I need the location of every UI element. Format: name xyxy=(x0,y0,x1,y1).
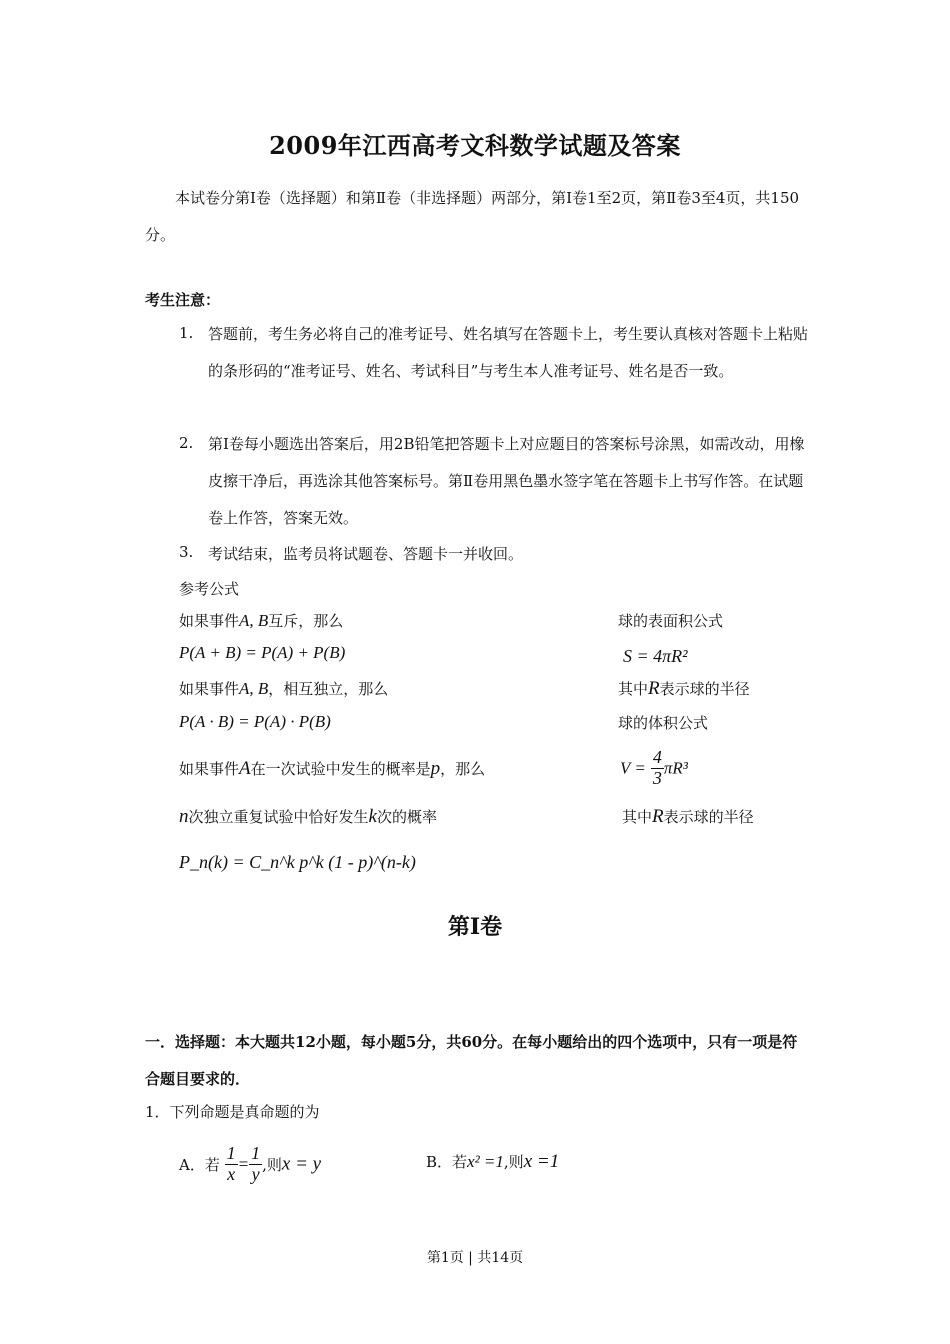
formula-addition: P(A + B) = P(A) + P(B) xyxy=(179,643,346,662)
formula-binomial: P_n(k) = C_n^k p^k (1 - p)^(n-k) xyxy=(179,852,416,872)
notice-heading: 考生注意： xyxy=(145,291,221,309)
formula-line: 如果事件A在一次试验中发生的概率是p，那么 xyxy=(179,758,486,779)
notice-item-text: 考试结束，监考员将试题卷、答题卡一并收回。 xyxy=(208,545,524,563)
option-b: B．若x² =1,则x =1 xyxy=(426,1151,560,1172)
notice-item-number: 1. xyxy=(179,324,194,342)
option-a: A．若 $\frac{1}{x}$ = $\frac{1}{y}$ ,则x = y xyxy=(179,1143,322,1184)
formula-line: 其中R表示球的半径 xyxy=(618,678,750,699)
notice-item-text: 第Ⅰ卷每小题选出答案后，用2B铅笔把答题卡上对应题目的答案标号涂黑，如需改动，用橡皮擦干净后，再选涂其他答案标号。第Ⅱ卷用黑色墨水签字笔在答题卡上书写作答。在试题卷上作答，答案无效。 xyxy=(208,435,805,527)
page-title: 2009年江西高考文科数学试题及答案 xyxy=(269,131,681,160)
formula-line: 球的表面积公式 xyxy=(618,612,724,630)
intro-paragraph: 本试卷分第Ⅰ卷（选择题）和第Ⅱ卷（非选择题）两部分，第Ⅰ卷1至2页，第Ⅱ卷3至4页，共150分。 xyxy=(145,189,800,244)
formula-line: n次独立重复试验中恰好发生k次的概率 xyxy=(179,806,437,827)
formula-sphere-area: S = 4πR² xyxy=(623,646,688,666)
page-footer: 第1页 | 共14页 xyxy=(426,1250,524,1266)
part-title: 第Ⅰ卷 xyxy=(447,914,503,940)
notice-item-number: 2. xyxy=(179,434,194,452)
formula-line: 如果事件A, B互斥，那么 xyxy=(179,611,344,630)
notice-item-text: 答题前，考生务必将自己的准考证号、姓名填写在答题卡上，考生要认真核对答题卡上粘贴的条形码的“准考证号、姓名、考试科目”与考生本人准考证号、姓名是否一致。 xyxy=(208,325,809,380)
notice-item-number: 3. xyxy=(179,543,194,561)
formula-heading: 参考公式 xyxy=(179,580,240,598)
formula-sphere-volume: V = $\frac{4}{3}$ πR³ xyxy=(620,747,688,788)
formula-line: 如果事件A, B，相互独立，那么 xyxy=(179,679,389,698)
question-stem: 1．下列命题是真命题的为 xyxy=(145,1103,320,1121)
section-heading: 一．选择题：本大题共12小题，每小题5分，共60分。在每小题给出的四个选项中，只有一项是符合题目要求的． xyxy=(145,1033,798,1088)
formula-line: 球的体积公式 xyxy=(618,714,709,732)
formula-multiplication: P(A · B) = P(A) · P(B) xyxy=(179,712,331,731)
formula-line: 其中R表示球的半径 xyxy=(622,806,754,827)
